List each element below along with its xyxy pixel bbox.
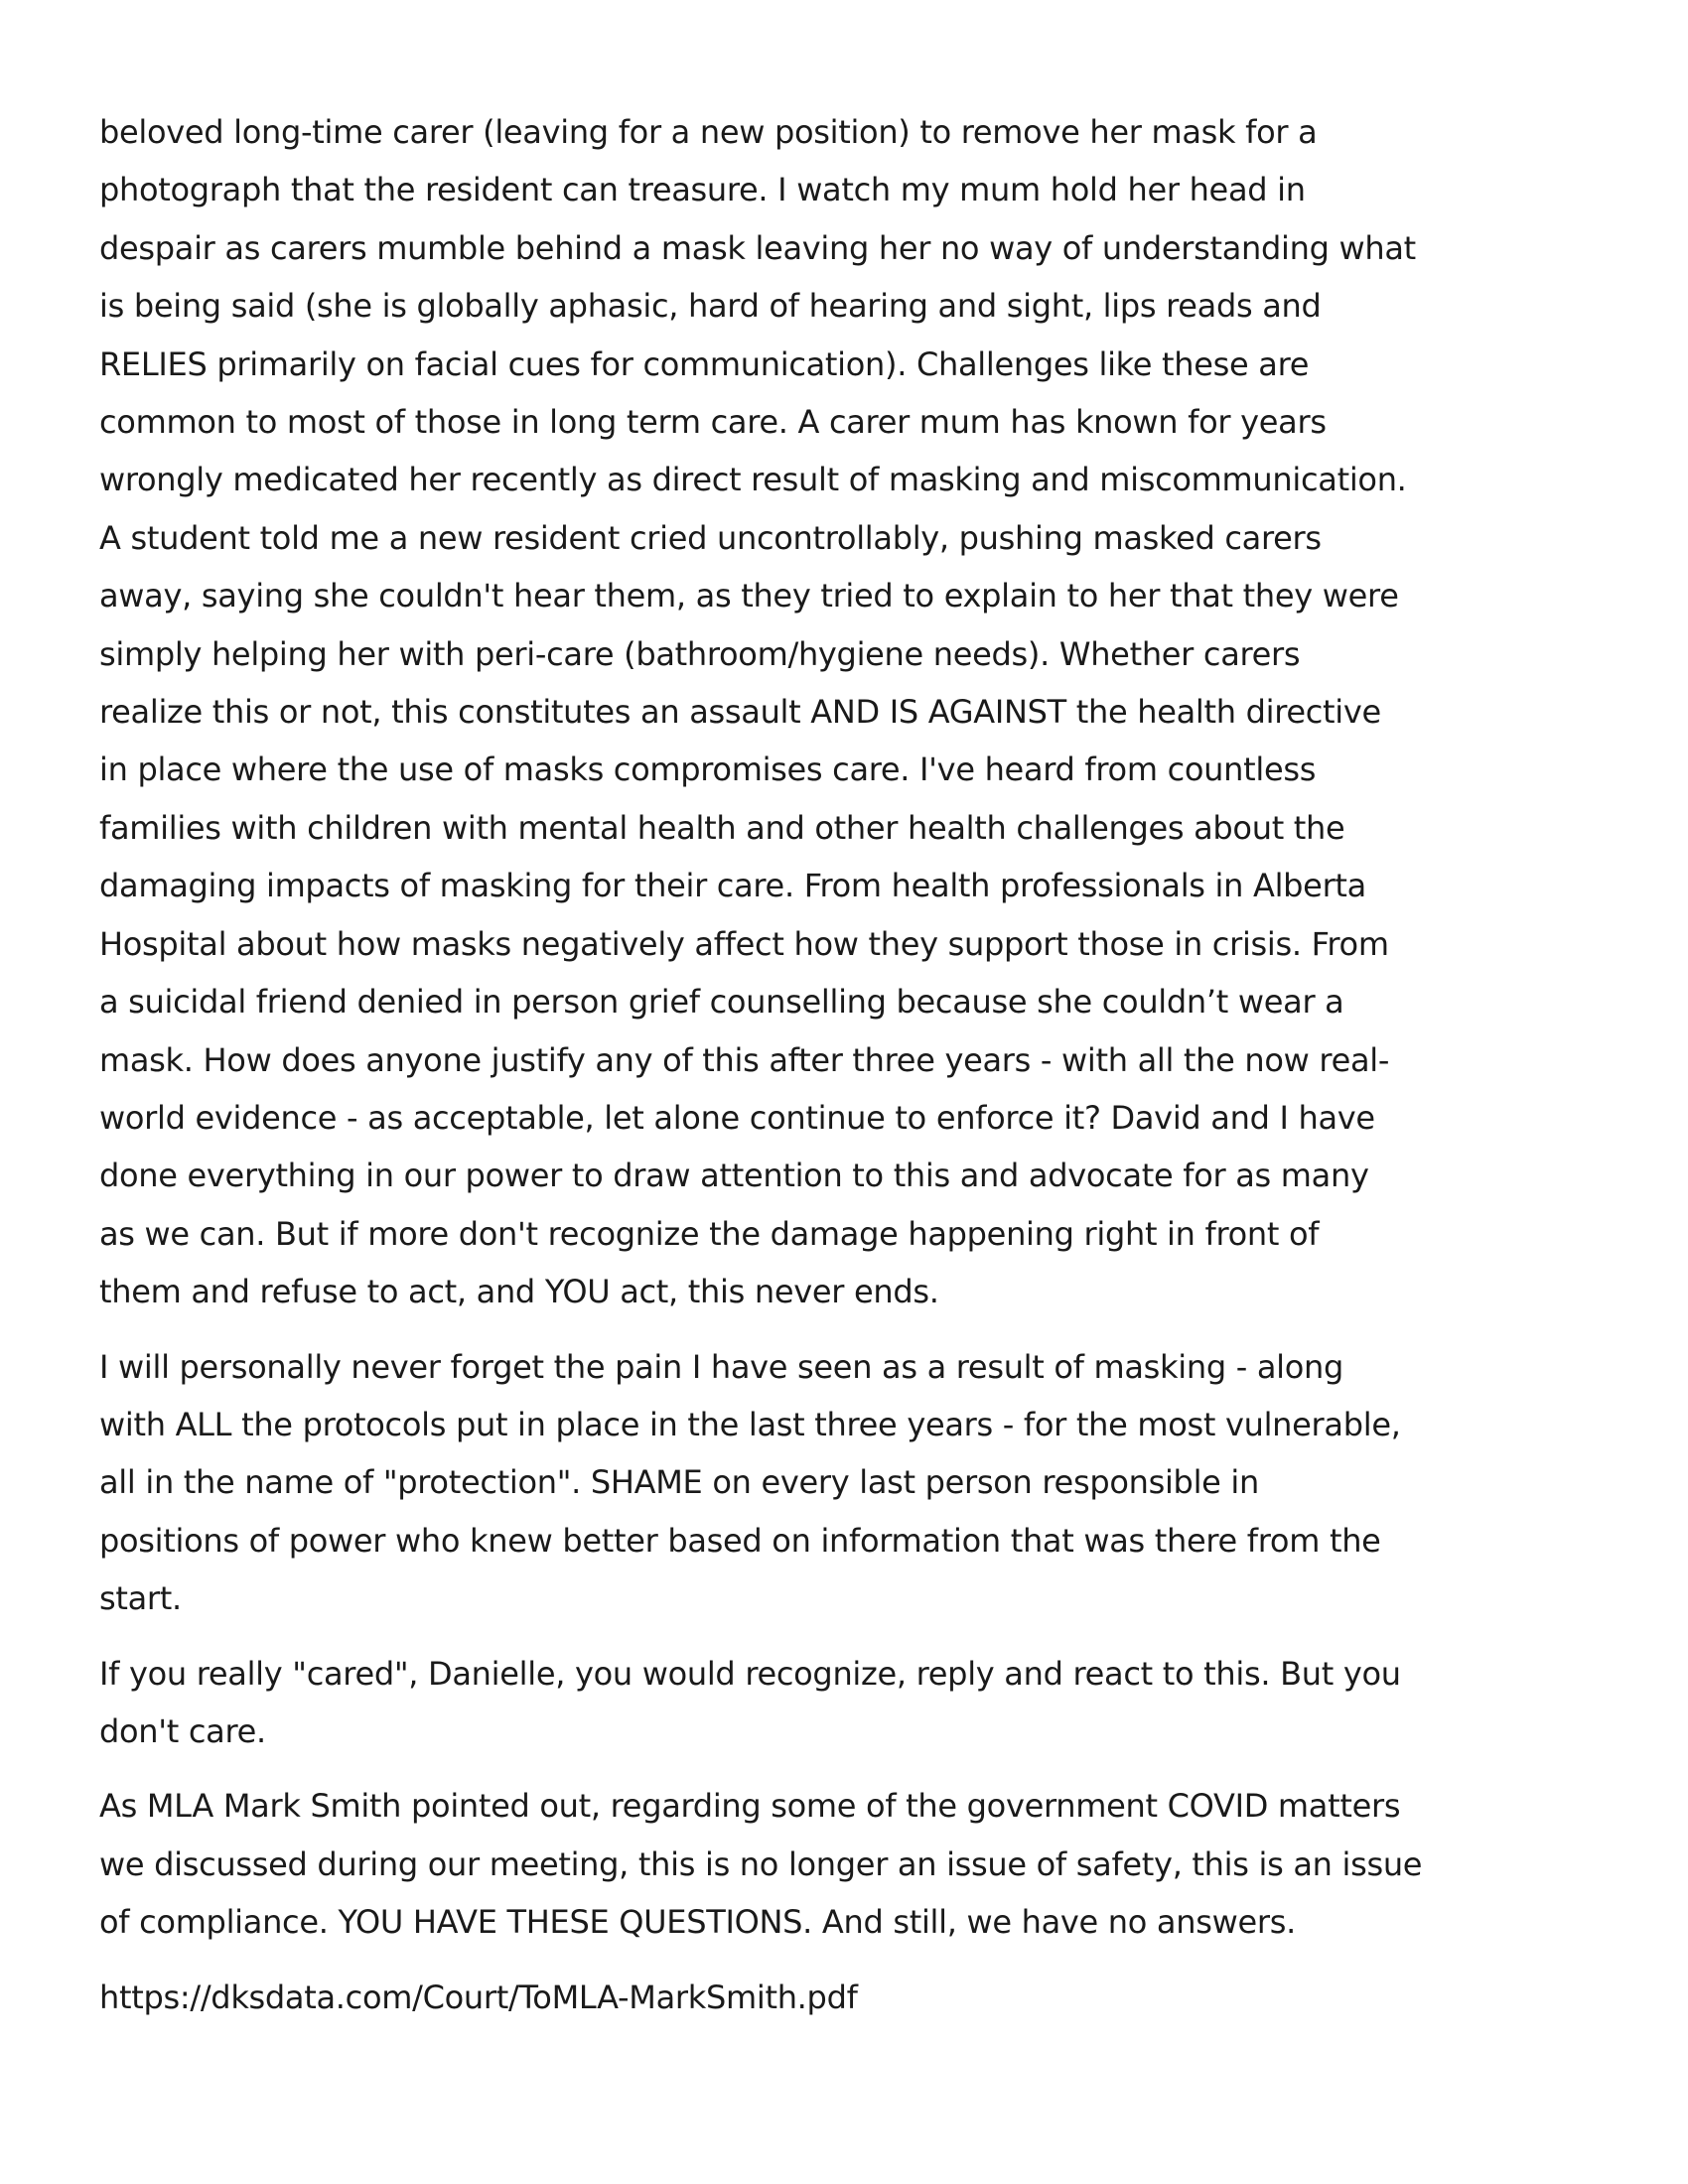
text-line: realize this or not, this constitutes an assault AND IS AGAINST the health directive <box>99 693 1381 732</box>
text-line: as we can. But if more don't recognize the damage happening right in front of <box>99 1214 1320 1253</box>
text-line: mask. How does anyone justify any of this after three years - with all the now real- <box>99 1040 1390 1079</box>
text-line: with ALL the protocols put in place in the last three years - for the most vulnerable, <box>99 1405 1401 1443</box>
text-line: simply helping her with peri-care (bathroom/hygiene needs). Whether carers <box>99 634 1301 673</box>
document-body <box>99 103 1589 2043</box>
text-line: away, saying she couldn't hear them, as they tried to explain to her that they were <box>99 577 1399 615</box>
text-line: all in the name of "protection". SHAME on every last person responsible in <box>99 1463 1259 1502</box>
text-line: don't care. <box>99 1711 266 1750</box>
text-line: beloved long-time carer (leaving for a new position) to remove her mask for a <box>99 113 1318 151</box>
text-line: a suicidal friend denied in person grief counselling because she couldn’t wear a <box>99 983 1344 1022</box>
text-line: despair as carers mumble behind a mask leaving her no way of understanding what <box>99 228 1416 267</box>
text-line: damaging impacts of masking for their care. From health professionals in Alberta <box>99 867 1366 905</box>
paragraph-link <box>99 1969 1589 2026</box>
text-line: Hospital about how masks negatively affect how they support those in crisis. From <box>99 924 1389 963</box>
text-line: we discussed during our meeting, this is no longer an issue of safety, this is an issue <box>99 1844 1423 1883</box>
text-line: As MLA Mark Smith pointed out, regarding some of the government COVID matters <box>99 1787 1401 1826</box>
text-line: in place where the use of masks compromises care. I've heard from countless <box>99 751 1317 789</box>
paragraph-danielle <box>99 1645 1589 1761</box>
text-line: If you really "cared", Danielle, you would recognize, reply and react to this. But you <box>99 1654 1401 1693</box>
text-line: RELIES primarily on facial cues for communication). Challenges like these are <box>99 344 1310 383</box>
text-line: start. <box>99 1579 182 1618</box>
text-line: I will personally never forget the pain I have seen as a result of masking - along <box>99 1347 1344 1386</box>
text-line: wrongly medicated her recently as direct result of masking and miscommunication. <box>99 461 1407 499</box>
text-line: done everything in our power to draw attention to this and advocate for as many <box>99 1157 1369 1195</box>
text-line: common to most of those in long term care. A carer mum has known for years <box>99 403 1327 442</box>
text-line: A student told me a new resident cried uncontrollably, pushing masked carers <box>99 518 1322 557</box>
text-line: is being said (she is globally aphasic, hard of hearing and sight, lips reads and <box>99 287 1322 326</box>
paragraph-mla-mark-smith <box>99 1777 1589 1951</box>
paragraph-never-forget <box>99 1338 1589 1628</box>
document-url: https://dksdata.com/Court/ToMLA-MarkSmith.pdf <box>99 1978 858 2016</box>
text-line: positions of power who knew better based on information that was there from the <box>99 1521 1381 1560</box>
paragraph-masking-care <box>99 103 1589 1321</box>
text-line: photograph that the resident can treasure. I watch my mum hold her head in <box>99 171 1306 209</box>
text-line: families with children with mental health and other health challenges about the <box>99 808 1345 847</box>
text-line: world evidence - as acceptable, let alone continue to enforce it? David and I have <box>99 1098 1375 1137</box>
text-line: of compliance. YOU HAVE THESE QUESTIONS. And still, we have no answers. <box>99 1903 1296 1942</box>
text-line: them and refuse to act, and YOU act, this never ends. <box>99 1273 939 1311</box>
